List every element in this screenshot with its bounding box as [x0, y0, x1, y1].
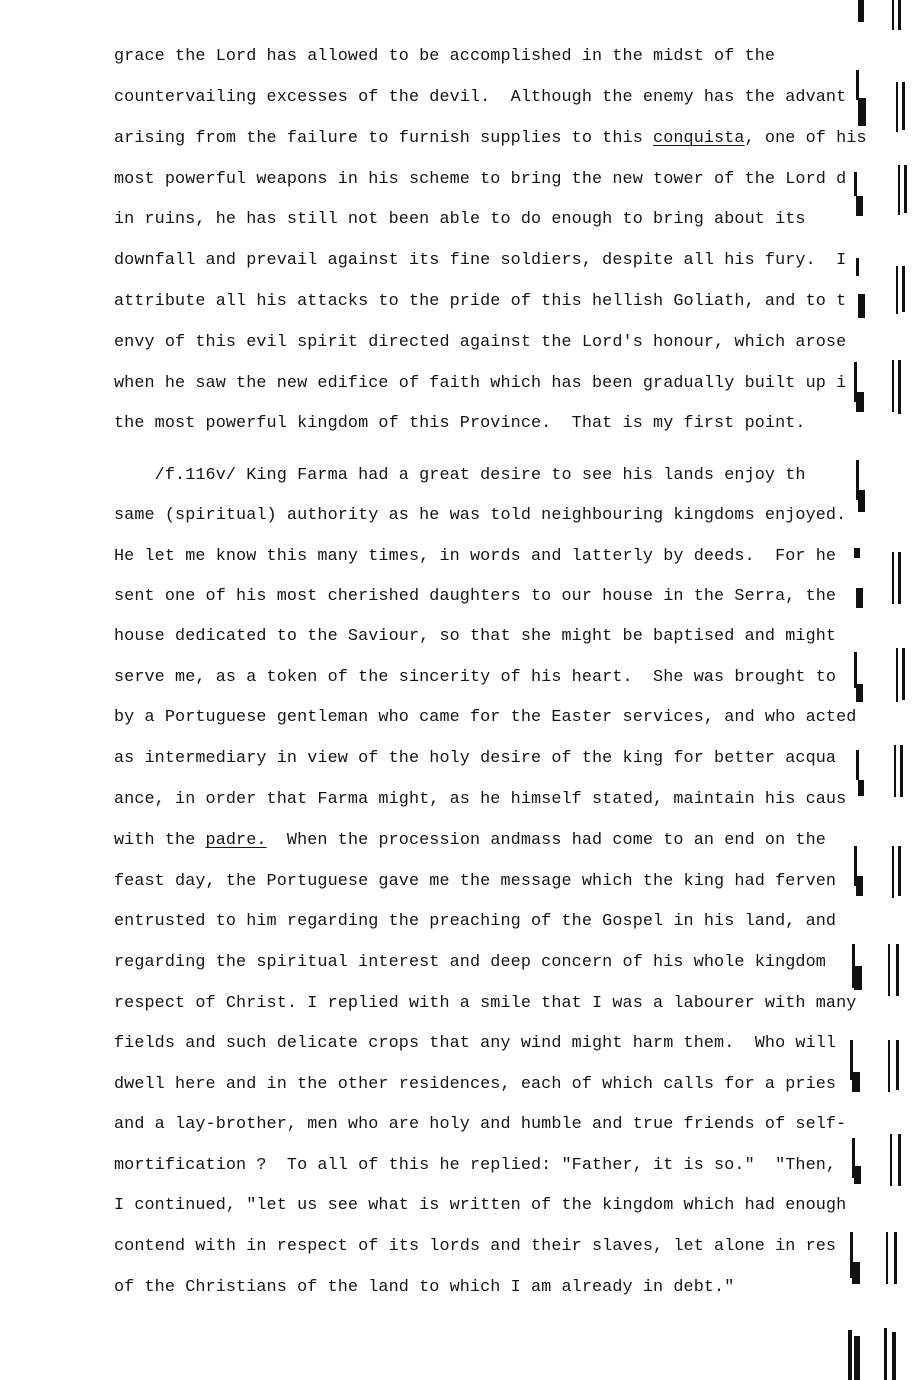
binding-mark	[896, 82, 898, 132]
binding-mark	[858, 0, 864, 22]
binding-mark	[902, 266, 905, 312]
binding-mark	[898, 846, 901, 896]
text-line: by a Portuguese gentleman who came for the Easter services, and who acted	[114, 708, 857, 727]
binding-mark	[892, 552, 894, 604]
binding-mark	[890, 1134, 892, 1186]
text-line: entrusted to him regarding the preaching of the Gospel in his land, and	[114, 912, 837, 931]
text-line: most powerful weapons in his scheme to bring the new tower of the Lord d	[114, 170, 847, 189]
binding-mark	[894, 745, 896, 797]
text-line: He let me know this many times, in words and latterly by deeds. For he	[114, 547, 837, 566]
text-line: when he saw the new edifice of faith which has been gradually built up i	[114, 374, 847, 393]
binding-mark	[856, 392, 864, 412]
text-line: envy of this evil spirit directed against the Lord's honour, which arose	[114, 333, 847, 352]
text-line: dwell here and in the other residences, each of which calls for a pries	[114, 1075, 837, 1094]
binding-mark	[898, 552, 901, 604]
text-run: arising from the failure to furnish supplies to this	[114, 129, 654, 148]
binding-mark	[856, 196, 863, 216]
text-line: of the Christians of the land to which I am already in debt."	[114, 1278, 735, 1297]
binding-mark	[856, 876, 863, 896]
text-line: countervailing excesses of the devil. Although the enemy has the advant	[114, 88, 847, 107]
binding-mark	[894, 1232, 897, 1284]
text-line	[114, 127, 867, 151]
text-line: regarding the spiritual interest and deep concern of his whole kingdom	[114, 953, 826, 972]
binding-mark	[900, 745, 903, 797]
text-line: mortification ? To all of this he replied: "Father, it is so." "Then,	[114, 1156, 837, 1175]
binding-mark	[856, 750, 859, 780]
binding-mark	[854, 548, 860, 558]
text-line: in ruins, he has still not been able to do enough to bring about its	[114, 210, 806, 229]
binding-mark	[892, 1332, 896, 1380]
binding-mark	[904, 165, 907, 213]
binding-mark	[854, 652, 857, 688]
binding-mark	[896, 1040, 899, 1090]
text-line: feast day, the Portuguese gave me the message which the king had ferven	[114, 872, 837, 891]
binding-mark	[856, 684, 863, 702]
binding-mark	[902, 82, 905, 130]
binding-mark	[896, 648, 898, 702]
binding-mark	[896, 944, 899, 996]
binding-mark	[854, 1166, 861, 1184]
underlined-word-padre: padre.	[205, 831, 267, 850]
binding-mark	[888, 944, 890, 996]
binding-mark	[898, 360, 901, 414]
binding-mark	[856, 258, 859, 276]
binding-mark	[898, 0, 901, 30]
binding-mark	[852, 1072, 860, 1092]
text-line: /f.116v/ King Farma had a great desire to see his lands enjoy th	[114, 466, 806, 485]
binding-mark	[892, 0, 894, 30]
text-line: grace the Lord has allowed to be accomplished in the midst of the	[114, 47, 776, 66]
binding-mark	[902, 648, 905, 700]
binding-mark	[888, 1040, 890, 1092]
text-line: downfall and prevail against its fine soldiers, despite all his fury. I	[114, 251, 847, 270]
text-line: sent one of his most cherished daughters to our house in the Serra, the	[114, 587, 837, 606]
text-line: ance, in order that Farma might, as he himself stated, maintain his caus	[114, 790, 847, 809]
text-line: as intermediary in view of the holy desire of the king for better acqua	[114, 749, 837, 768]
binding-mark	[848, 1330, 852, 1380]
text-line: serve me, as a token of the sincerity of his heart. She was brought to	[114, 668, 837, 687]
binding-mark	[858, 490, 865, 512]
binding-mark	[858, 294, 865, 318]
binding-mark	[856, 70, 859, 100]
binding-mark	[858, 98, 866, 126]
binding-mark	[892, 846, 894, 898]
text-line: fields and such delicate crops that any wind might harm them. Who will	[114, 1034, 837, 1053]
binding-mark	[884, 1328, 887, 1380]
text-line: and a lay-brother, men who are holy and humble and true friends of self-	[114, 1115, 847, 1134]
binding-mark	[858, 780, 864, 796]
binding-mark	[856, 588, 863, 608]
binding-mark	[896, 266, 898, 314]
binding-mark	[852, 1262, 860, 1284]
text-line: the most powerful kingdom of this Province. That is my first point.	[114, 414, 806, 433]
binding-mark	[854, 966, 862, 990]
text-run: When the procession andmass had come to an end on the	[266, 831, 826, 850]
binding-mark	[886, 1232, 888, 1284]
text-line: attribute all his attacks to the pride of this hellish Goliath, and to t	[114, 292, 847, 311]
text-line: same (spiritual) authority as he was told neighbouring kingdoms enjoyed.	[114, 506, 847, 525]
text-line: house dedicated to the Saviour, so that she might be baptised and might	[114, 627, 837, 646]
underlined-word-conquista: conquista	[653, 129, 745, 148]
text-run: with the	[114, 831, 206, 850]
binding-mark	[898, 1134, 901, 1186]
binding-mark	[892, 360, 894, 412]
binding-edge-marks	[840, 0, 922, 1380]
binding-mark	[854, 1336, 860, 1380]
binding-mark	[854, 172, 857, 196]
text-line: I continued, "let us see what is written of the kingdom which had enough	[114, 1196, 847, 1215]
text-line	[114, 829, 826, 853]
text-line: respect of Christ. I replied with a smile that I was a labourer with many	[114, 994, 857, 1013]
text-line: contend with in respect of its lords and their slaves, let alone in res	[114, 1237, 837, 1256]
text-run: , one of his	[744, 129, 867, 148]
binding-mark	[898, 165, 900, 215]
